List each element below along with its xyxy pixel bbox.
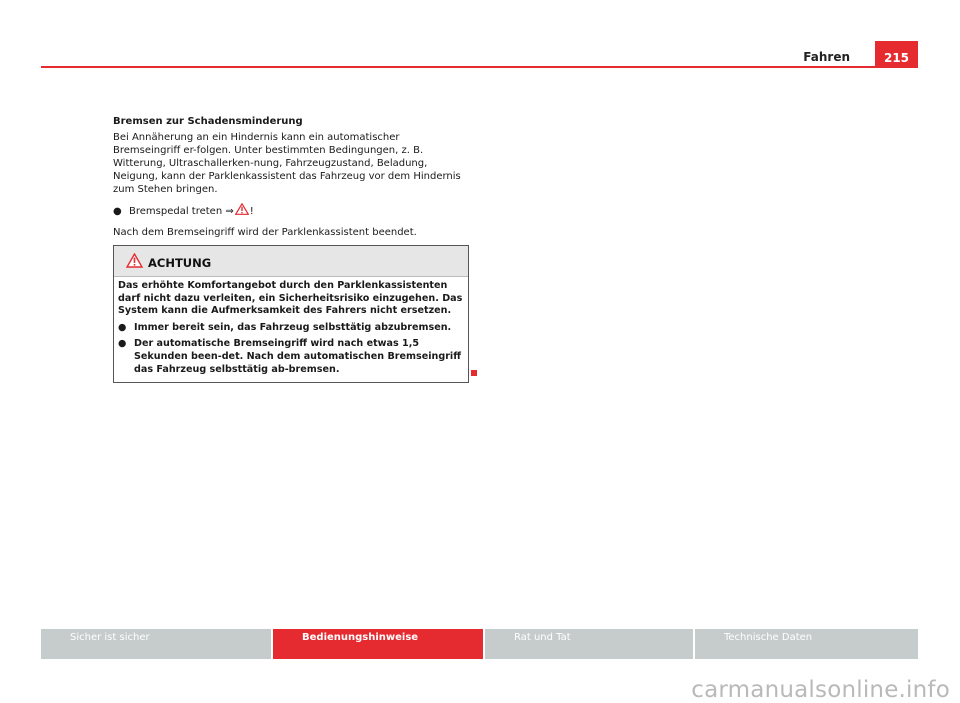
header-rule	[41, 66, 918, 68]
watermark: carmanualsonline.info	[691, 677, 950, 703]
warning-triangle-icon[interactable]	[235, 203, 249, 219]
tab-bedienungshinweise[interactable]: Bedienungshinweise	[273, 629, 483, 659]
section-title: Fahren	[803, 50, 850, 64]
footer-nav	[41, 629, 918, 659]
warning-bullet	[118, 322, 464, 335]
bullet-text: Bremspedal treten ⇒	[129, 205, 234, 217]
tab-technische-daten[interactable]: Technische Daten	[695, 629, 918, 659]
warning-bullet-text: Der automatische Bremseingriff wird nach etwas 1,5 Sekunden been-det. Nach dem automatischen Bremseingriff das Fahrzeug selbsttätig ab-bremsen.	[134, 338, 461, 375]
bullet-dot: ●	[118, 338, 127, 350]
main-content	[113, 115, 469, 246]
closing-paragraph: Nach dem Bremseingriff wird der Parklenkassistent beendet.	[113, 227, 417, 238]
warning-box	[113, 245, 469, 383]
warning-triangle-icon	[126, 253, 143, 272]
instruction-bullet	[113, 203, 469, 219]
bullet-dot: ●	[113, 205, 122, 217]
section-end-marker	[471, 370, 477, 376]
warning-bullet	[118, 338, 464, 376]
warning-header	[114, 246, 468, 277]
tab-rat-und-tat[interactable]: Rat und Tat	[485, 629, 693, 659]
page-number-badge: 215	[875, 41, 918, 68]
warning-intro: Das erhöhte Komfortangebot durch den Parklenkassistenten darf nicht dazu verleiten, ein Sicherheitsrisiko einzugehen. Das System kann die Aufmerksamkeit des Fahrers nicht ersetzen.	[118, 280, 463, 317]
tab-sicher-ist-sicher[interactable]: Sicher ist sicher	[41, 629, 271, 659]
warning-title: ACHTUNG	[148, 256, 212, 270]
bullet-dot: ●	[118, 321, 127, 333]
warning-bullet-text: Immer bereit sein, das Fahrzeug selbsttätig abzubremsen.	[134, 321, 452, 333]
section-heading: Bremsen zur Schadensminderung	[113, 116, 303, 127]
body-paragraph: Bei Annäherung an ein Hindernis kann ein automatischer Bremseingriff er-folgen. Unter bestimmten Bedingungen, z. B. Witterung, Ultraschallerken-nung, Fahrzeugzustand, Beladung, Neigung, kann der Parklenkassistent das Fahrzeug vor dem Hindernis zum Stehen bringen.	[113, 132, 461, 195]
bullet-suffix: !	[249, 205, 254, 217]
warning-body	[114, 277, 468, 376]
